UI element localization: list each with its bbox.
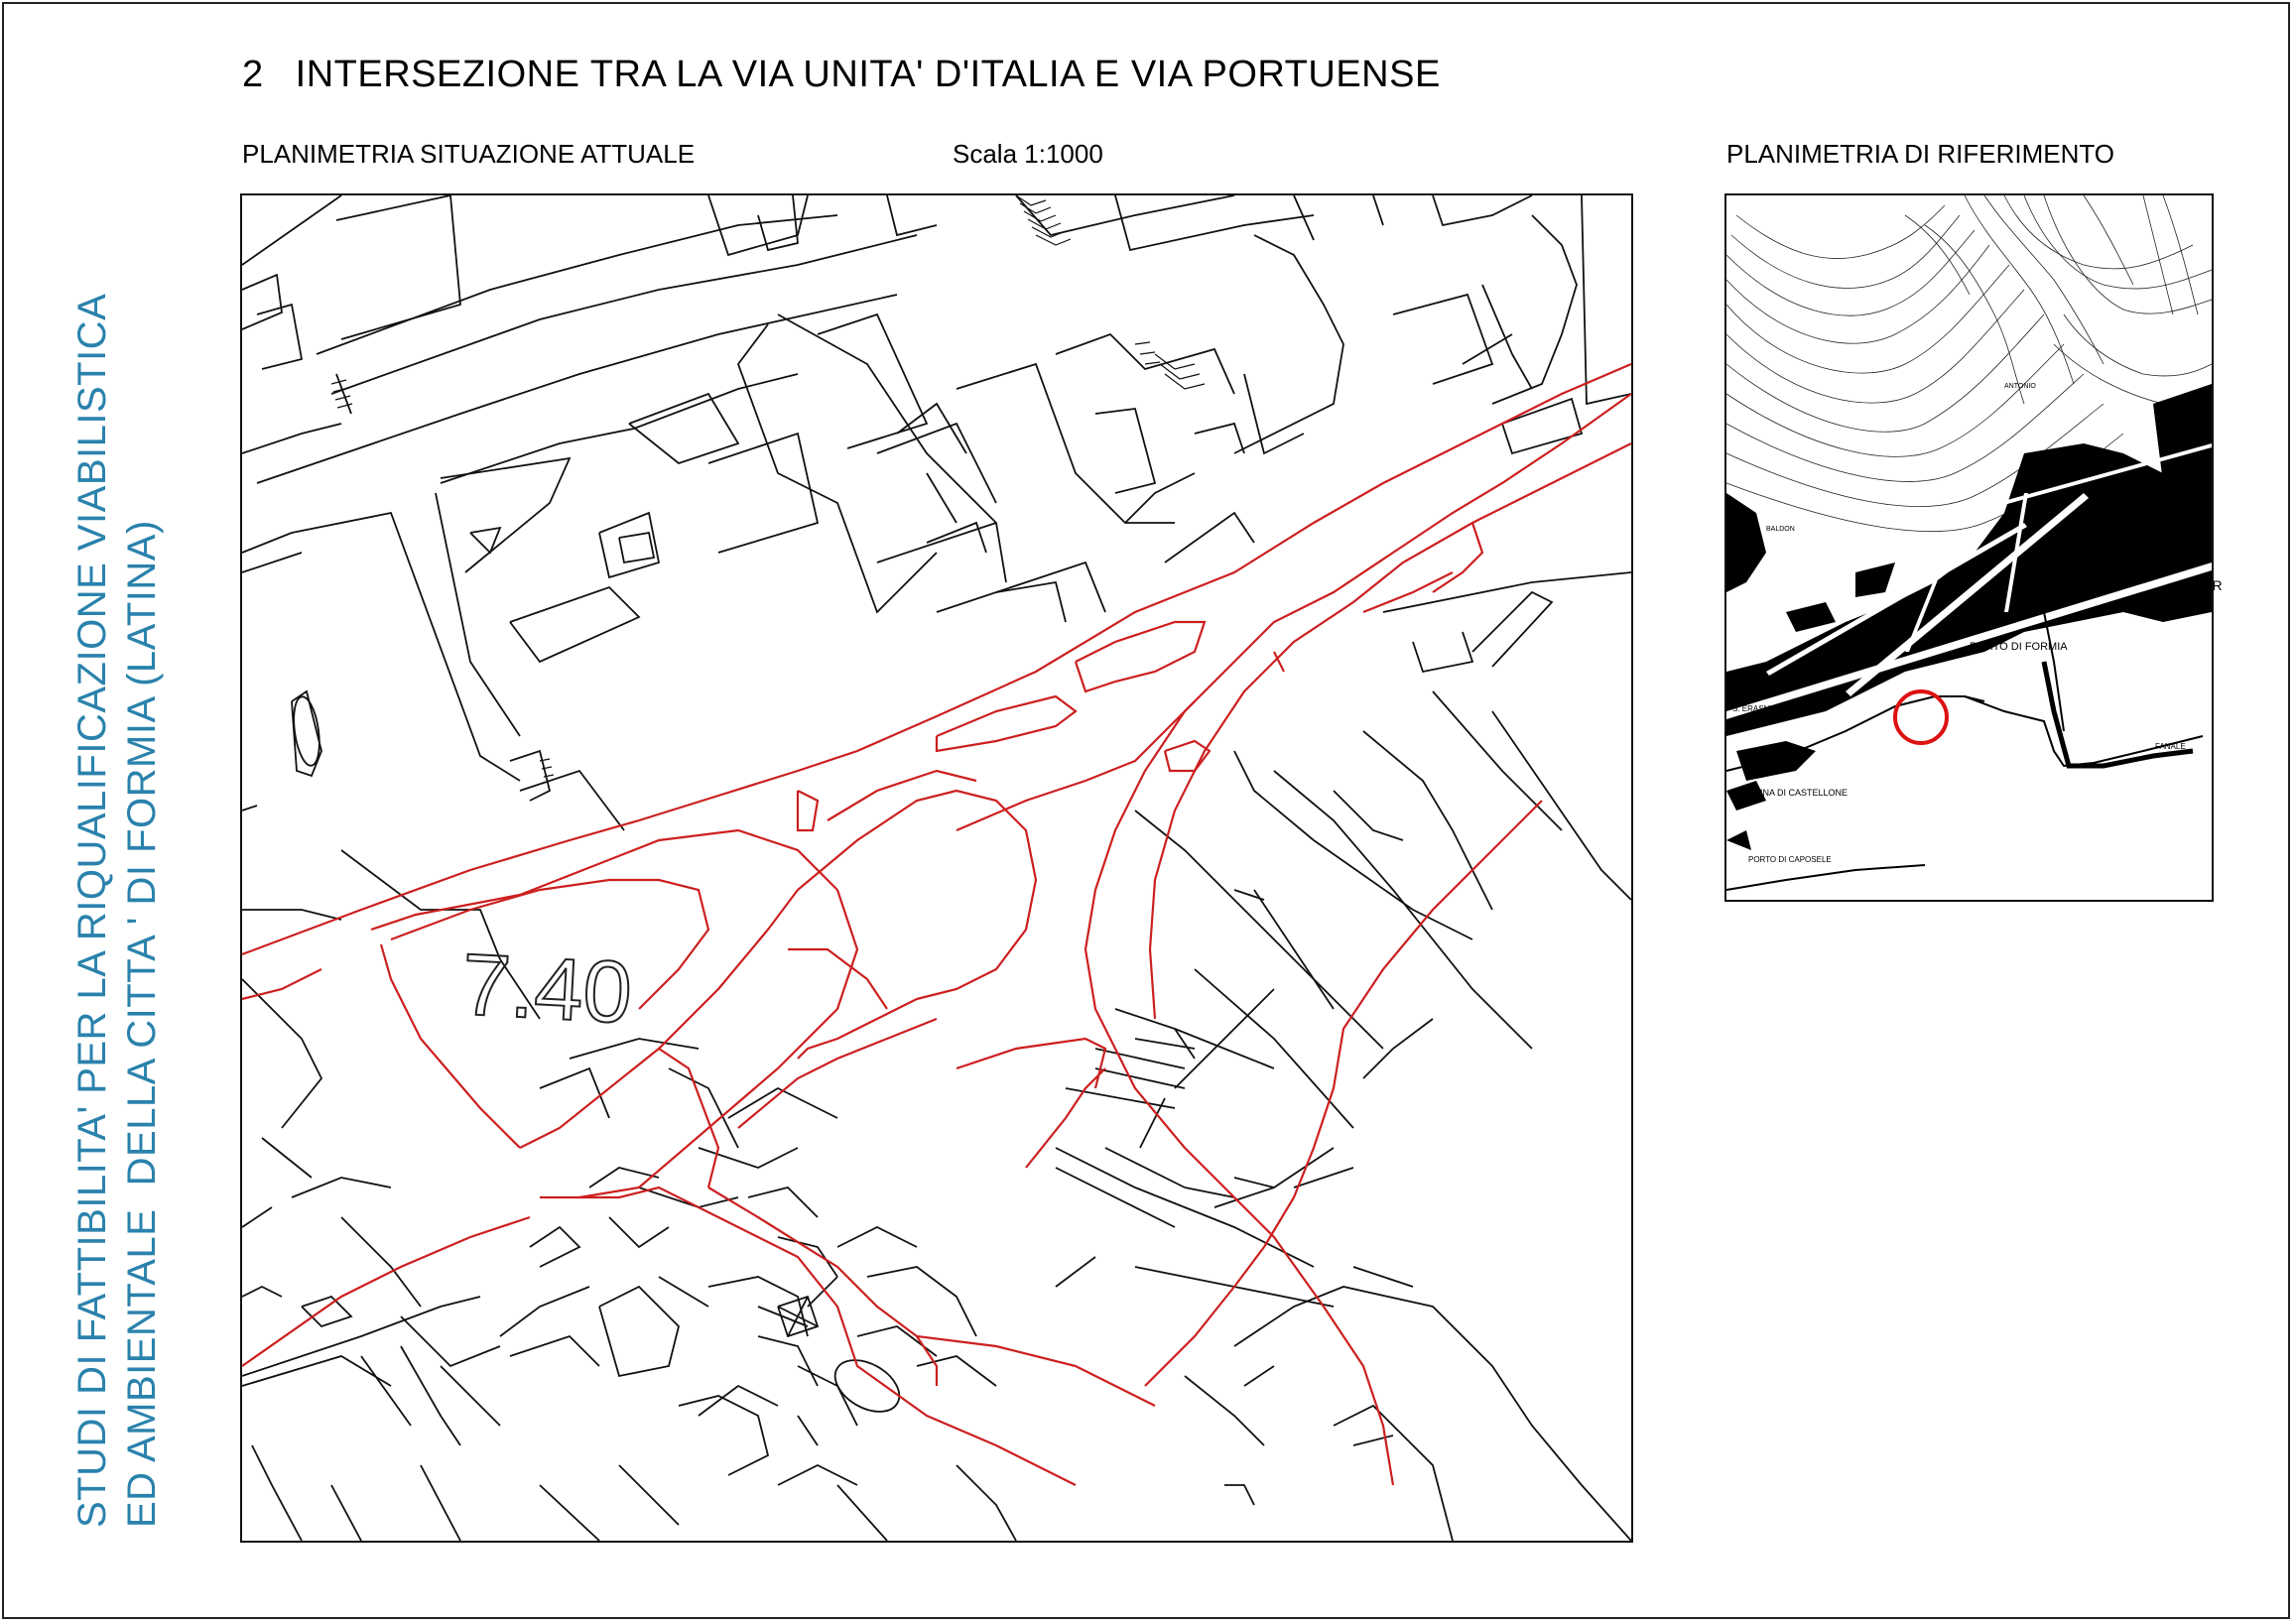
sheet-number: 2	[242, 54, 264, 95]
label-baldon: BALDON	[1766, 526, 1795, 533]
road-edges	[242, 364, 1631, 1485]
sheet-title-text: INTERSEZIONE TRA LA VIA UNITA' D'ITALIA E VIA PORTUENSE	[295, 54, 1441, 95]
label-antonio: ANTONIO	[2004, 383, 2036, 390]
main-plan-drawing[interactable]	[240, 193, 1633, 1543]
label-s-erasmo: S. ERASMO	[1732, 704, 1777, 713]
main-plan-label: PLANIMETRIA SITUAZIONE ATTUALE	[242, 139, 696, 169]
project-title-line-1: STUDI DI FATTIBILITA' PER LA RIQUALIFICAZIONE VIABILISTICA	[70, 293, 114, 1528]
label-fanale: FANALE	[2155, 742, 2186, 751]
label-marina-castellone: MARINA DI CASTELLONE	[1740, 788, 1849, 798]
elevation-label: 7.40	[459, 935, 635, 1042]
label-porto-caposele: PORTO DI CAPOSELE	[1748, 855, 1832, 864]
project-title-line-2: ED AMBIENTALE DELLA CITTA ' DI FORMIA (LATINA)	[120, 520, 164, 1528]
reference-plan-drawing[interactable]	[1724, 193, 2223, 902]
label-porto-formia: PORTO DI FORMIA	[1970, 641, 2068, 653]
built-up-area	[1726, 384, 2212, 850]
reference-plan-label: PLANIMETRIA DI RIFERIMENTO	[1726, 139, 2115, 169]
vertical-project-title	[67, 294, 167, 1528]
label-for: FOR	[2193, 577, 2223, 593]
scale-label: Scala 1:1000	[953, 139, 1103, 169]
sheet-title	[242, 54, 1441, 96]
